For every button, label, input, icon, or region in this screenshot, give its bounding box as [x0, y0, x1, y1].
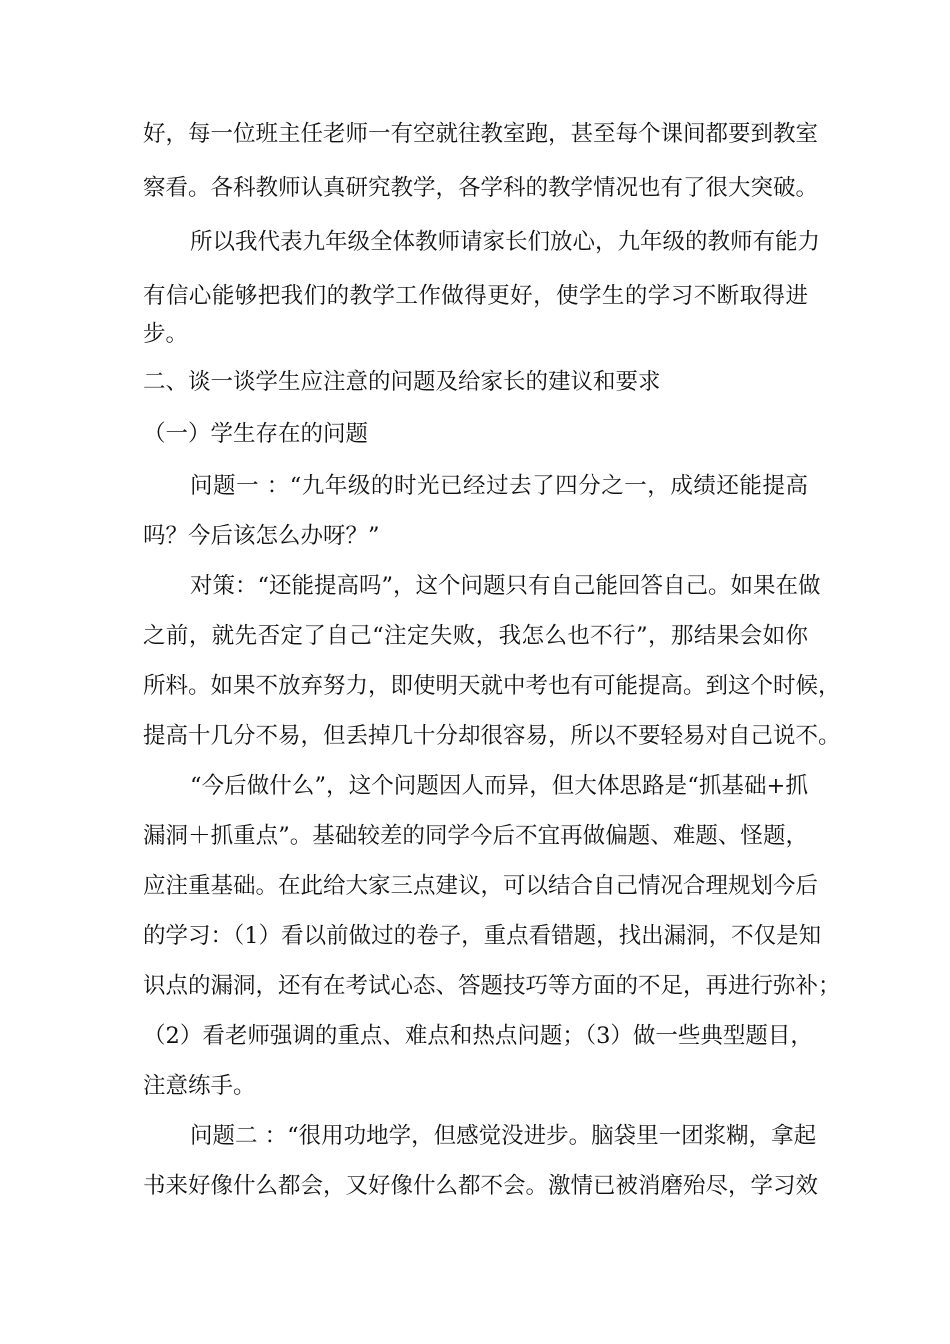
text-line: 的学习：（1）看以前做过的卷子，重点看错题，找出漏洞，不仅是知 [143, 923, 822, 949]
text-line: 有信心能够把我们的教学工作做得更好，使学生的学习不断取得进 [143, 283, 808, 309]
subsection-heading: （一）学生存在的问题 [143, 421, 369, 447]
section-heading: 二、谈一谈学生应注意的问题及给家长的建议和要求 [143, 369, 661, 395]
text-line: 书来好像什么都会，又好像什么都不会。激情已被消磨殆尽，学习效 [143, 1173, 819, 1199]
text-line: （2）看老师强调的重点、难点和热点问题；（3）做一些典型题目， [143, 1023, 813, 1049]
text-line: “今后做什么”，这个问题因人而异，但大体思路是“抓基础+抓 [190, 773, 808, 799]
text-line: 漏洞＋抓重点”。基础较差的同学今后不宜再做偏题、难题、怪题， [143, 823, 808, 849]
text-line: 应注重基础。在此给大家三点建议，可以结合自己情况合理规划今后 [143, 873, 819, 899]
text-line: 对策：“还能提高吗”，这个问题只有自己能回答自己。如果在做 [190, 573, 821, 599]
text-line: 识点的漏洞，还有在考试心态、答题技巧等方面的不足，再进行弥补； [143, 973, 841, 999]
text-line: 提高十几分不易，但丢掉几十分却很容易，所以不要轻易对自己说不。 [143, 723, 841, 749]
text-line: 察看。各科教师认真研究教学，各学科的教学情况也有了很大突破。 [143, 175, 819, 201]
text-line: 之前，就先否定了自己“注定失败，我怎么也不行”，那结果会如你 [143, 623, 808, 649]
text-line: 所以我代表九年级全体教师请家长们放心，九年级的教师有能力 [190, 229, 821, 255]
text-line: 问题一 ：“九年级的时光已经过去了四分之一，成绩还能提高 [190, 473, 808, 499]
text-line: 吗？今后该怎么办呀？” [143, 523, 380, 549]
text-line: 注意练手。 [143, 1073, 256, 1099]
text-line: 好，每一位班主任老师一有空就往教室跑，甚至每个课间都要到教室 [143, 121, 819, 147]
text-line: 步。 [143, 321, 189, 347]
text-line: 问题二 ：“很用功地学，但感觉没进步。脑袋里一团浆糊，拿起 [190, 1123, 817, 1149]
text-line: 所料。如果不放弃努力，即使明天就中考也有可能提高。到这个时候， [143, 673, 841, 699]
